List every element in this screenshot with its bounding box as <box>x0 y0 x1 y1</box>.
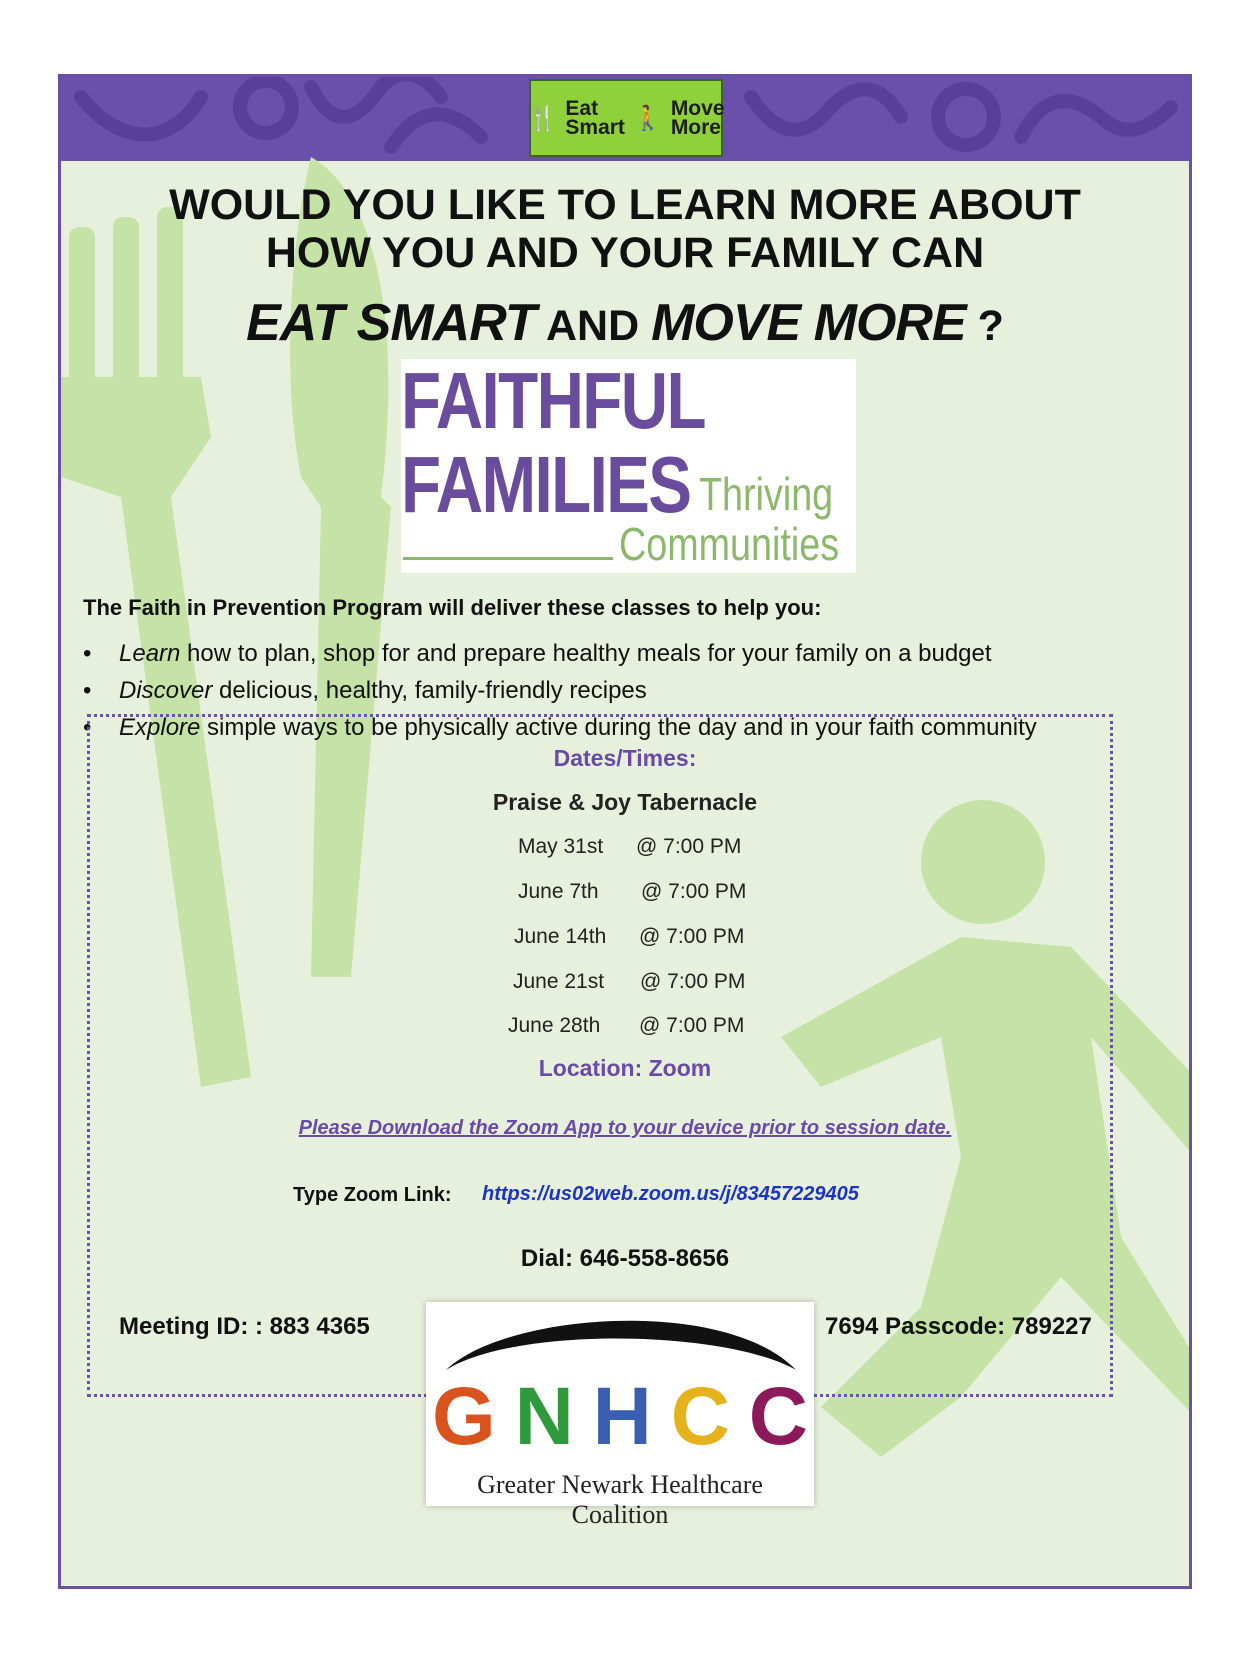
gnhcc-letter-c2: C <box>748 1371 808 1462</box>
gnhcc-letter-h: H <box>592 1371 652 1462</box>
logo-faithful: FAITHFUL <box>401 356 705 445</box>
gnhcc-arc <box>426 1302 814 1382</box>
schedule-date: June 28th <box>508 1014 601 1037</box>
schedule-date: May 31st <box>518 835 604 858</box>
dial-number: Dial: 646-558-8656 <box>520 1245 730 1272</box>
schedule-date: June 14th <box>514 925 607 948</box>
fork-knife-icon: 🍴 <box>527 104 558 132</box>
bullet-rest: simple ways to be physically active during the day and in your faith community <box>200 714 1037 741</box>
walking-person-icon: 🚶 <box>632 104 663 132</box>
move-more-text: MOVE MORE <box>651 294 966 352</box>
zoom-link[interactable]: https://us02web.zoom.us/j/83457229405 <box>482 1183 859 1205</box>
bullet-lead: Explore <box>119 714 201 741</box>
gnhcc-letter-n: N <box>514 1371 574 1462</box>
gnhcc-letter-c1: C <box>670 1371 730 1462</box>
schedule-time: @ 7:00 PM <box>640 970 746 993</box>
eat-smart-move-more-logo <box>529 79 723 157</box>
gnhcc-logo <box>426 1302 814 1529</box>
schedule-time: @ 7:00 PM <box>641 880 747 903</box>
faithful-families-logo <box>401 356 856 573</box>
list-item <box>83 635 1037 672</box>
location-text: Location: Zoom <box>538 1055 712 1081</box>
headline-line-1: WOULD YOU LIKE TO LEARN MORE ABOUT <box>169 181 1081 229</box>
logo-communities: Communities <box>619 518 840 570</box>
list-item <box>83 672 1037 709</box>
logo-thriving: Thriving <box>699 468 834 520</box>
logo-left-words <box>565 99 625 137</box>
logo-right-words <box>671 99 725 137</box>
passcode: 7694 Passcode: 789227 <box>825 1313 1092 1340</box>
bullet-rest: delicious, healthy, family-friendly recipes <box>212 677 647 704</box>
logo-word-more: More <box>670 116 721 139</box>
zoom-download-note[interactable]: Please Download the Zoom App to your device prior to session date. <box>298 1117 952 1139</box>
schedule-time: @ 7:00 PM <box>636 835 742 858</box>
logo-word-smart: Smart <box>565 116 625 139</box>
venue-name: Praise & Joy Tabernacle <box>492 789 758 815</box>
gnhcc-letters <box>432 1371 808 1462</box>
bullet-lead: Learn <box>119 640 181 667</box>
eat-smart-text: EAT SMART <box>246 294 536 352</box>
question-mark: ? <box>977 302 1004 350</box>
logo-underline <box>403 557 613 560</box>
bullet-lead: Discover <box>119 677 213 704</box>
schedule-time: @ 7:00 PM <box>639 925 745 948</box>
logo-families: FAMILIES <box>401 440 691 529</box>
schedule-date: June 21st <box>513 970 605 993</box>
gnhcc-letter-g: G <box>432 1371 496 1462</box>
schedule-time: @ 7:00 PM <box>639 1014 745 1037</box>
flyer-frame <box>58 74 1192 1589</box>
headline-line-3 <box>61 293 1189 353</box>
meeting-id: Meeting ID: : 883 4365 <box>119 1313 370 1340</box>
schedule-date: June 7th <box>518 880 599 903</box>
zoom-link-label: Type Zoom Link: <box>293 1184 452 1206</box>
dates-heading: Dates/Times: <box>553 745 697 771</box>
bullet-rest: how to plan, shop for and prepare healthy meals for your family on a budget <box>180 640 992 667</box>
intro-text: The Faith in Prevention Program will deliver these classes to help you: <box>83 595 822 620</box>
coalition-name: Greater Newark Healthcare Coalition <box>477 1470 763 1529</box>
and-text: AND <box>545 302 640 350</box>
logo-word-move: Move <box>670 97 725 120</box>
logo-word-eat: Eat <box>565 97 599 120</box>
headline-line-2: HOW YOU AND YOUR FAMILY CAN <box>265 229 985 277</box>
